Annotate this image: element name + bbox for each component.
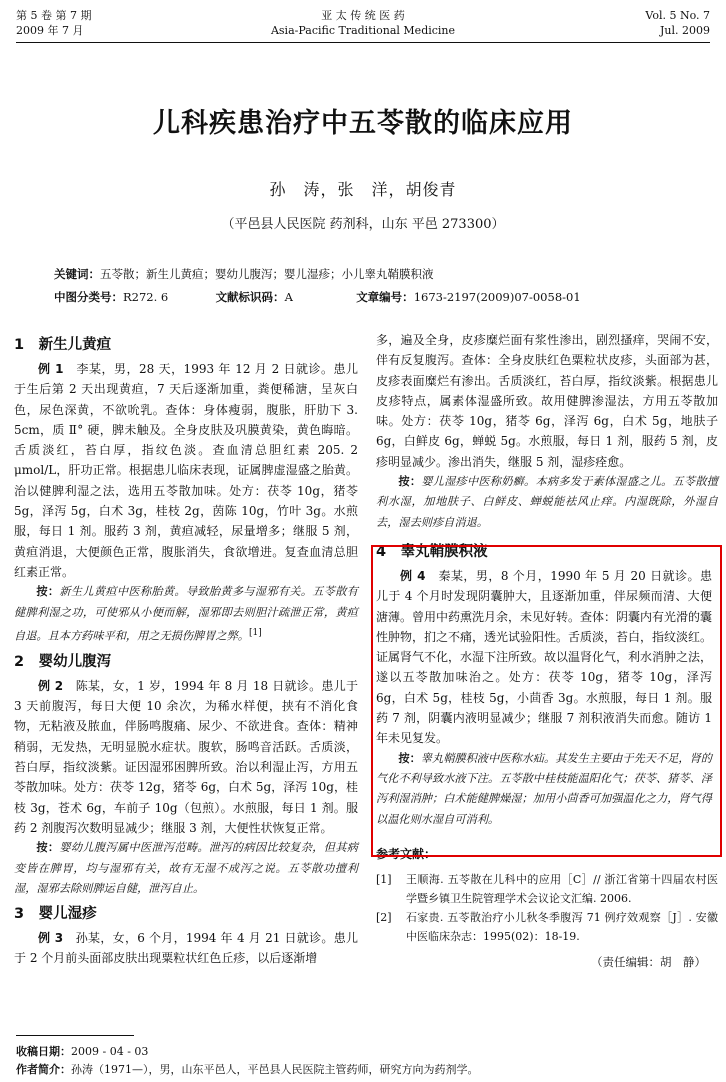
footnote-rule <box>16 1035 134 1036</box>
received-label: 收稿日期： <box>16 1045 71 1058</box>
highlight-box <box>371 545 722 857</box>
note-2-label: 按： <box>36 841 60 855</box>
note-1-paragraph <box>14 582 358 647</box>
affiliation: （平邑县人民医院 药剂科，山东 平邑 273300） <box>221 217 505 232</box>
reference-number: [2] <box>376 911 392 925</box>
article-number-label: 文章编号： <box>356 290 414 304</box>
case-2-paragraph <box>14 676 358 838</box>
received-date-line <box>16 1044 148 1060</box>
running-header-center <box>200 8 526 38</box>
references-heading: 参考文献： <box>376 846 437 861</box>
reference-text: 石家贵. 五苓散治疗小儿秋冬季腹泻 71 例疗效观察［J］. 安徽中医临床杂志：1995(02)：18-19. <box>406 911 718 944</box>
reference-text: 王顺海. 五苓散在儿科中的应用［C］// 浙江省第十四届农村医学暨乡镇卫生院管理学术会议论文汇编. 2006. <box>406 873 718 906</box>
citation-1: [1] <box>248 627 262 638</box>
author-bio-line <box>16 1062 479 1078</box>
responsible-editor: （责任编辑：胡 静） <box>591 955 706 970</box>
reference-item <box>376 870 718 908</box>
case-1-label: 例 1 <box>38 362 64 376</box>
references-section <box>376 844 718 973</box>
received-date: 2009 - 04 - 03 <box>71 1045 149 1058</box>
note-3-paragraph <box>376 472 718 533</box>
doc-code: A <box>284 290 293 304</box>
author-bio-label: 作者简介： <box>16 1063 71 1076</box>
running-header-left <box>16 8 146 38</box>
keywords: 五苓散；新生儿黄疸；婴幼儿腹泻；婴儿湿疹；小儿睾丸鞘膜积液 <box>100 267 434 281</box>
author-bio: 孙涛（1971—），男，山东平邑人，平邑县人民医院主管药师，研究方向为药剂学。 <box>71 1063 479 1076</box>
note-1-label: 按： <box>36 585 60 599</box>
section-3-heading: 3 婴儿湿疹 <box>14 906 97 923</box>
note-1-text: 新生儿黄疸中医称胎黄。导致胎黄多与湿邪有关。五苓散有健脾利湿之功，可使邪从小便而解，湿邪即去则胆汁疏泄正常，黄疸自退。且本方药味平和，用之无损伤脾胃之弊。 <box>14 585 358 643</box>
issue-date: 2009 年 7 月 <box>16 24 84 37</box>
note-4-text: 睾丸鞘膜积液中医称水疝。其发生主要由于先天不足，肾的气化不利导致水液下注。五苓散中桂枝能温阳化气；茯苓、猪苓、泽泻利湿消肿；白术能健脾燥湿；加用小茴香可加强温化之力，肾气得以温化则水湿自可消利。 <box>376 751 712 826</box>
case-4-text: 秦某，男，8 个月，1990 年 5 月 20 日就诊。患儿于 4 个月时发现阴囊肿大，且逐渐加重，伴尿频而清、大便溏薄。曾用中药熏洗月余，未见好转。查体：阴囊内有光滑的囊性肿物，扪之不痛，透光试验阳性。舌质淡，苔白，指纹淡红。证属肾气不化，水湿下注所致。故以温肾化气，利水消肿之法，遂以五苓散加味治之。处方：茯苓 10g，猪苓 10g，泽泻 6g，白术 5g，桂枝 5g，小茴香 3g。水煎服，每日 1 剂。服药 7 剂，阴囊内液明显减少；继服 7 剂积液消失而愈。随访 1 年未见复发。 <box>376 568 713 746</box>
issue-date-en: Jul. 2009 <box>660 24 710 37</box>
journal-name-en: Asia-Pacific Traditional Medicine <box>270 24 456 37</box>
case-3-paragraph-start <box>14 928 358 969</box>
article-title: 儿科疾患治疗中五苓散的临床应用 <box>153 108 573 139</box>
left-column <box>14 330 358 969</box>
section-4-heading: 4 睾丸鞘膜积液 <box>376 543 488 560</box>
case-2-label: 例 2 <box>38 678 64 693</box>
case-1-paragraph <box>14 359 358 582</box>
case-3-continuation: 多，遍及全身，皮疹糜烂面有浆性渗出，剧烈搔痒，哭闹不安，伴有反复腹泻。查体：全身皮肤红色粟粒状皮疹，头面部为甚，皮疹表面糜烂有渗出。舌质淡红，苔白厚，指纹淡紫。根据患儿皮疹特点，属素体湿盛所致。故用健脾渗湿法，方用五苓散加味。处方：茯苓 10g，猪苓 6g，泽泻 6g，白术 5g，地肤子 6g，白鲜皮 6g，蝉蜕 5g。水煎服，每日 1 剂，服药 5 剂，皮疹明显减少。渗出消失，继服 5 剂，湿疹痊愈。 <box>376 333 718 469</box>
header-rule <box>16 42 710 43</box>
clc-label: 中图分类号： <box>54 290 123 304</box>
section-1-heading: 1 新生儿黄疸 <box>14 337 112 353</box>
volume-issue-en: Vol. 5 No. 7 <box>645 9 710 22</box>
note-3-text: 婴儿湿疹中医称奶癣。本病多发于素体湿盛之儿。五苓散擅利水湿，加地肤子、白鲜皮、蝉蜕能祛风止痒。内湿既除，外湿自去，湿去则疹自消退。 <box>376 475 718 529</box>
journal-name-cn: 亚 太 传 统 医 药 <box>321 9 405 22</box>
case-1-text: 李某，男，28 天，1993 年 12 月 2 日就诊。患儿于生后第 2 天出现黄疸，7 天后逐渐加重，粪便稀溏，呈灰白色，尿色深黄，不欲吮乳。查体：身体瘦弱，腹胀，肝肋下 3. 5cm，质 Ⅱ° 硬，脾未触及。全身皮肤及巩膜黄染，黄色晦暗。舌质淡红，苔白厚，指纹色淡。查血清总胆红素 205. 2 μmol/L，肝功正常。根据患儿临床表现，证属脾虚湿盛之胎黄。治以健脾利湿之法，选用五苓散加味。处方：茯苓 10g，猪苓 5g，泽泻 5g，白术 3g，桂枝 2g，茵陈 10g，竹叶 3g。水煎服，每日 1 剂。服药 3 剂，黄疸减轻，尿量增多；继服 5 剂，黄疸消退，大便颜色正常，腹胀消失，食欲增进。复查血清总胆红素正常。 <box>14 362 359 579</box>
case-3-text-start: 孙某，女，6 个月，1994 年 4 月 21 日就诊。患儿于 2 个月前头面部皮肤出现粟粒状红色丘疹，以后逐渐增 <box>14 931 359 966</box>
clc-number: R272. 6 <box>123 290 169 304</box>
case-3-label: 例 3 <box>38 931 64 946</box>
section-2-heading: 2 婴幼儿腹泻 <box>14 653 112 670</box>
doc-code-label: 文献标识码： <box>215 290 285 304</box>
note-2-text: 婴幼儿腹泻属中医泄泻范畴。泄泻的病因比较复杂，但其病变皆在脾胃，均与湿邪有关，故有无湿不成泻之说。五苓散功擅利湿，湿邪去除则脾运自健，泄泻自止。 <box>14 841 358 895</box>
note-2-paragraph <box>14 838 358 899</box>
article-number: 1673-2197(2009)07-0058-01 <box>413 290 581 304</box>
keywords-label: 关键词： <box>54 267 100 281</box>
note-4-label: 按： <box>398 751 421 765</box>
author-list: 孙 涛，张 洋，胡俊青 <box>269 180 457 199</box>
case-2-text: 陈某，女，1 岁，1994 年 8 月 18 日就诊。患儿于 3 天前腹泻，每日大便 10 余次，为稀水样便，挟有不消化食物，无粘液及脓血，伴肠鸣腹痛、尿少、不欲进食。查体：精神稍弱，无发热，无明显脱水症状。腹软，肠鸣音活跃。舌质淡，苔白厚，指纹淡紫。证因湿邪困脾所致。治以利湿止泻，方用五苓散加味。处方：茯苓 12g，猪苓 6g，白术 5g，泽泻 10g，桂枝 3g，苍术 6g，车前子 10g（包煎）。水煎服，每日 1 剂。服药 2 剂腹泻次数明显减少；继服 3 剂，大便性状恢复正常。 <box>14 678 359 835</box>
running-header-right <box>580 8 710 38</box>
classification-line <box>54 289 581 305</box>
reference-number: [1] <box>376 873 392 887</box>
keywords-line <box>54 266 434 282</box>
note-3-label: 按： <box>398 475 422 489</box>
case-4-label: 例 4 <box>400 568 426 583</box>
reference-item <box>376 908 718 946</box>
volume-issue: 第 5 卷 第 7 期 <box>16 9 92 22</box>
